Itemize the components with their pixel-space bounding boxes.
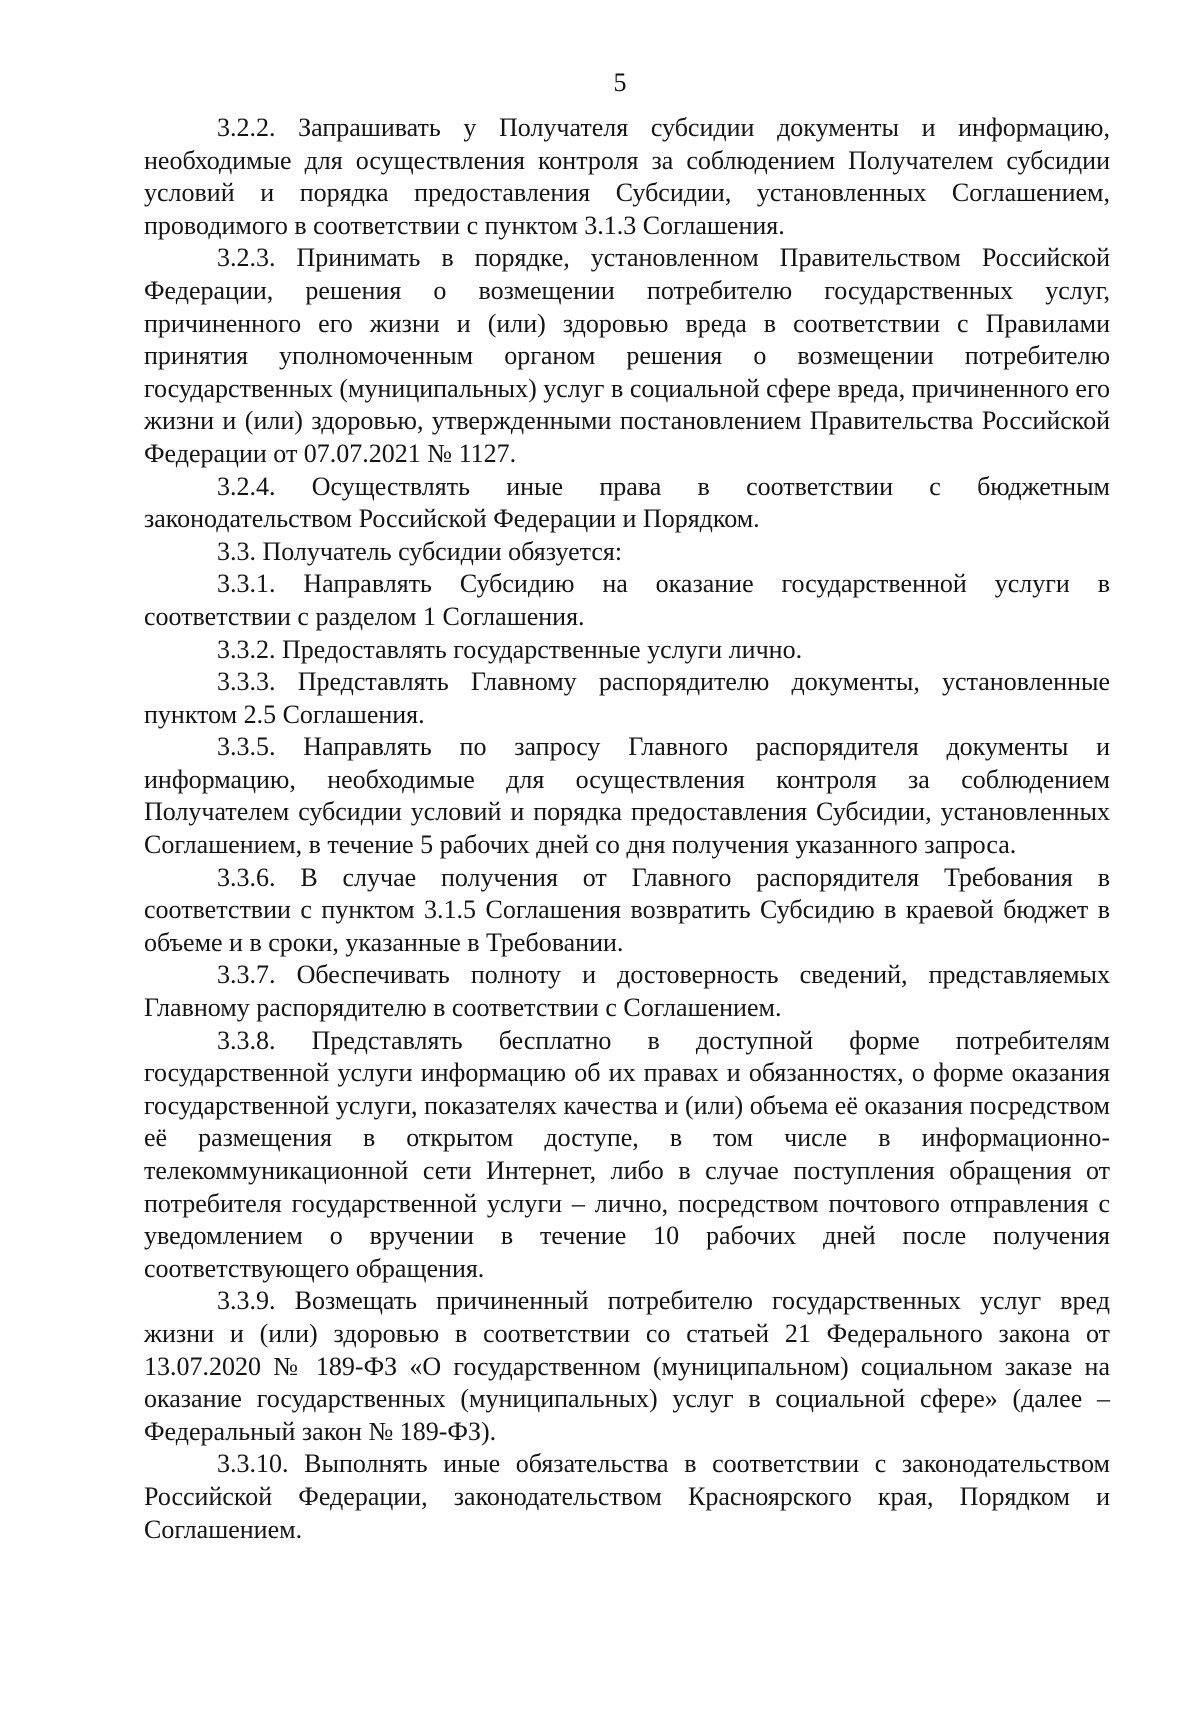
paragraph-3-3-5: 3.3.5. Направлять по запросу Главного распорядителя документы и информацию, необходимые для осуществления контроля за соблюдением Получателем субсидии условий и порядка предоставления Субсидии, установленных Соглашением, в течение 5 рабочих дней со дня получения указанного запроса. (144, 732, 1110, 860)
paragraph-3-3-1: 3.3.1. Направлять Субсидию на оказание государственной услуги в соответствии с разделом 1 Соглашения. (144, 569, 1110, 631)
paragraph-3-3: 3.3. Получатель субсидии обязуется: (217, 536, 623, 566)
paragraph-3-3-2: 3.3.2. Предоставлять государственные услуги лично. (217, 634, 803, 664)
paragraph-3-3-6: 3.3.6. В случае получения от Главного распорядителя Требования в соответствии с пунктом 3.1.5 Соглашения возвратить Субсидию в краевой бюджет в объеме и в сроки, указанные в Требовании. (144, 862, 1110, 957)
paragraph-3-3-7: 3.3.7. Обеспечивать полноту и достоверность сведений, представляемых Главному распорядителю в соответствии с Соглашением. (144, 960, 1110, 1023)
paragraph-3-2-2: 3.2.2. Запрашивать у Получателя субсидии документы и информацию, необходимые для осуществления контроля за соблюдением Получателем субсидии условий и порядка предоставления Субсидии, установленных Соглашением, проводимого в соответствии с пунктом 3.1.3 Соглашения. (144, 113, 1110, 240)
paragraph-3-2-3: 3.2.3. Принимать в порядке, установленном Правительством Российской Федерации, решения о возмещении потребителю государственных услуг, причиненного его жизни и (или) здоровью вреда в соответствии с Правилами принятия уполномоченным органом решения о возмещении потребителю государственных (муниципальных) услуг в социальной сфере вреда, причиненного его жизни и (или) здоровью, утвержденными постановлением Правительства Российской Федерации от 07.07.2021 № 1127. (144, 243, 1110, 468)
document-body (144, 112, 1110, 1546)
paragraph-3-3-10: 3.3.10. Выполнять иные обязательства в соответствии с законодательством Российской Федерации, законодательством Красноярского края, Порядком и Соглашением. (144, 1449, 1110, 1544)
paragraph-3-3-3: 3.3.3. Представлять Главному распорядителю документы, установленные пунктом 2.5 Соглашения. (144, 667, 1110, 729)
paragraph-3-2-4: 3.2.4. Осуществлять иные права в соответствии с бюджетным законодательством Российской Федерации и Порядком. (144, 471, 1110, 534)
paragraph-3-3-9: 3.3.9. Возмещать причиненный потребителю государственных услуг вред жизни и (или) здоровью в соответствии со статьей 21 Федерального закона от 13.07.2020 № 189-ФЗ «О государственном (муниципальном) социальном заказе на оказание государственных (муниципальных) услуг в социальной сфере» (далее – Федеральный закон № 189-ФЗ). (144, 1286, 1110, 1446)
page-number: 5 (613, 68, 627, 97)
paragraph-3-3-8: 3.3.8. Представлять бесплатно в доступной форме потребителям государственной услуги информацию об их правах и обязанностях, о форме оказания государственной услуги, показателях качества и (или) объема её оказания посредством её размещения в открытом доступе, в том числе в информационно-телекоммуникационной сети Интернет, либо в случае поступления обращения от потребителя государственной услуги – лично, посредством почтового отправления с уведомлением о вручении в течение 10 рабочих дней после получения соответствующего обращения. (144, 1025, 1110, 1283)
